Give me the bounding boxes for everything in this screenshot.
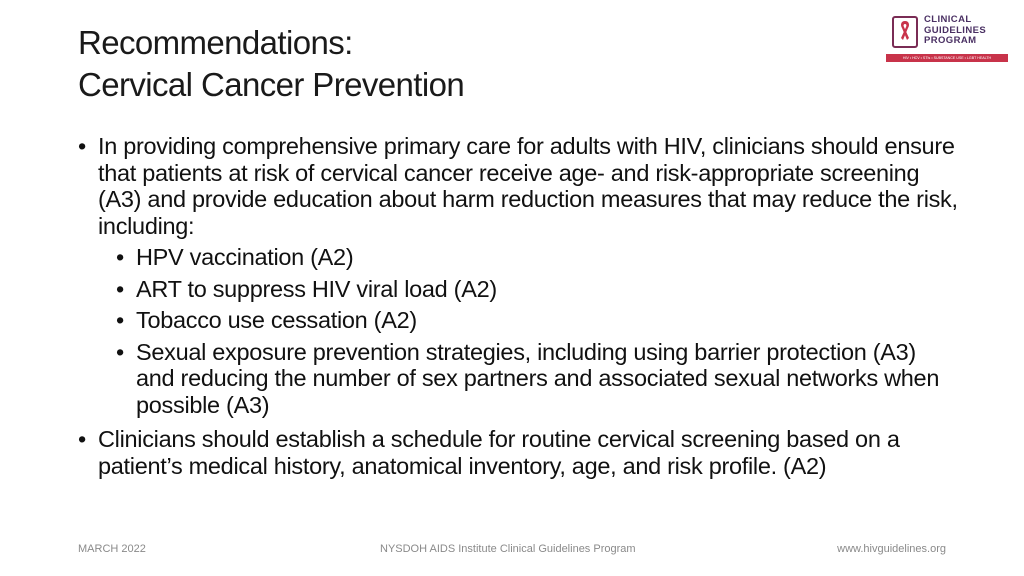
footer-website: www.hivguidelines.org — [837, 543, 946, 555]
bullet-icon: • — [78, 426, 86, 452]
slide-body — [78, 133, 958, 479]
slide-title — [78, 22, 838, 106]
sub-bullet-item — [116, 307, 958, 334]
sub-bullet-item — [116, 276, 958, 303]
bullet-item — [78, 426, 958, 479]
footer-date: MARCH 2022 — [78, 543, 146, 555]
footer-program: NYSDOH AIDS Institute Clinical Guidelines Program — [380, 543, 636, 555]
sub-bullet-text: HPV vaccination (A2) — [136, 244, 354, 270]
bullet-icon: • — [116, 275, 124, 302]
sub-bullet-item — [116, 244, 958, 271]
logo-tagline: HIV • HCV • STIs • SUBSTANCE USE • LGBT HEALTH — [886, 54, 1008, 62]
sub-bullet-text: ART to suppress HIV viral load (A2) — [136, 275, 497, 302]
bullet-item — [78, 133, 958, 418]
sub-bullet-text: Tobacco use cessation (A2) — [136, 307, 417, 333]
ribbon-icon — [892, 16, 918, 48]
slide-title-line-2: Cervical Cancer Prevention — [78, 66, 465, 103]
bullet-text: In providing comprehensive primary care for adults with HIV, clinicians should ensure that patients at risk of cervical cancer receive age- and risk-appropriate screening (A3) and provide education about harm reduction measures that may reduce the risk, including: — [98, 133, 958, 239]
bullet-icon: • — [116, 307, 124, 333]
logo-line-2: GUIDELINES — [924, 24, 987, 36]
bullet-icon: • — [78, 133, 86, 159]
logo-line-3: PROGRAM — [924, 35, 977, 46]
clinical-guidelines-program-logo — [886, 14, 1008, 64]
logo-line-1: CLINICAL — [924, 14, 972, 25]
bullet-icon: • — [116, 338, 124, 365]
slide-title-line-1: Recommendations: — [78, 24, 353, 61]
sub-bullet-text: Sexual exposure prevention strategies, including using barrier protection (A3) and reducing the number of sex partners and associated sexual networks when possible (A3) — [136, 338, 940, 418]
bullet-text: Clinicians should establish a schedule for routine cervical screening based on a patient’s medical history, anatomical inventory, age, and risk profile. (A2) — [98, 426, 900, 479]
logo-wordmark — [924, 15, 986, 47]
sub-bullet-item — [116, 339, 958, 419]
bullet-icon: • — [116, 244, 124, 270]
sub-bullet-list — [98, 244, 958, 418]
